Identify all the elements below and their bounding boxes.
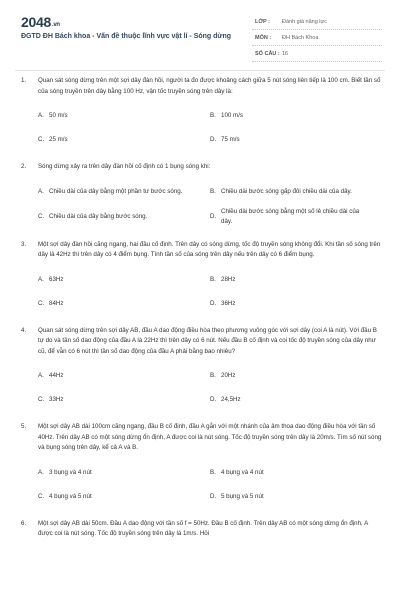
meta-value: 16 [282, 51, 289, 57]
option-letter: B. [210, 372, 216, 379]
option-text: 4 bụng và 4 nút [221, 468, 264, 476]
meta-label: MÔN : [255, 35, 272, 41]
option-a[interactable] [38, 107, 210, 125]
question-text: Một sợi dây AB dài 100cm căng ngang, đầu B cố định, đầu A gắn với một nhánh của âm thoa dao động điều hòa với tần số 40Hz. Trên dây AB có một sóng dừng ổn định, A được coi là nút sóng. Tốc độ truyền sóng trên dây là 20m/s. Tìm số nút sóng và bụng sóng trên dây, kể cả A và B. [38, 423, 382, 451]
meta-label: LỚP : [255, 19, 270, 25]
option-d[interactable] [210, 391, 382, 409]
option-letter: D. [210, 396, 217, 403]
document-meta [252, 14, 382, 62]
option-text: 20Hz [221, 372, 236, 379]
option-text: Chiều dài của dây bằng một phần tư bước sóng. [49, 187, 183, 195]
option-c[interactable] [38, 488, 210, 506]
logo-text: 2048 [21, 14, 51, 30]
option-letter: A. [38, 468, 44, 476]
option-text: Chiều dài bước sóng gấp đôi chiều dài của dây. [221, 187, 352, 195]
meta-label: SỐ CÂU : [255, 51, 280, 57]
option-a[interactable] [38, 271, 210, 289]
option-d[interactable] [210, 131, 382, 149]
option-letter: B. [210, 112, 216, 119]
answer-options [38, 367, 382, 409]
question-number: 3. [21, 240, 27, 248]
option-d[interactable] [210, 207, 382, 227]
option-d[interactable] [210, 488, 382, 506]
option-c[interactable] [38, 391, 210, 409]
option-text: 36Hz [221, 299, 236, 307]
question-number: 6. [21, 519, 27, 527]
question-1 [0, 76, 400, 149]
question-number: 2. [21, 163, 27, 170]
option-c[interactable] [38, 131, 210, 149]
option-letter: D. [210, 492, 217, 500]
meta-value: Đánh giá năng lực [282, 19, 327, 25]
option-letter: C. [38, 212, 45, 220]
meta-row-class [252, 14, 382, 30]
option-text: 50 m/s [49, 112, 68, 119]
option-text: 3 bụng và 4 nút [49, 468, 92, 476]
option-letter: A. [38, 187, 44, 195]
option-text: 84Hz [49, 299, 64, 307]
header-divider [15, 70, 385, 71]
question-text: Sóng dừng xảy ra trên dây đàn hồi cố định có 1 bụng sóng khi: [38, 163, 211, 170]
question-6 [0, 519, 400, 540]
option-text: 25 m/s [49, 136, 68, 143]
option-letter: C. [38, 492, 45, 500]
option-text: 5 bụng và 5 nút [221, 492, 264, 500]
question-list [0, 76, 400, 553]
meta-row-count [252, 46, 382, 62]
header [0, 0, 400, 70]
option-a[interactable] [38, 464, 210, 482]
option-letter: D. [210, 136, 217, 143]
option-c[interactable] [38, 295, 210, 313]
option-text: 44Hz [49, 372, 64, 379]
question-5 [0, 422, 400, 506]
answer-options [38, 271, 382, 313]
question-text: Một sợi dây đàn hồi căng ngang, hai đầu cố định. Trên dây có sóng dừng, tốc độ truyền sóng không đổi. Khi tần số sóng trên dây là 42Hz thì trên dây có 4 điểm bụng. Tính tần số của sóng trên dây nếu trên dây có 6 điểm bụng. [38, 240, 381, 258]
option-text: Chiều dài của dây bằng bước sóng. [49, 212, 148, 220]
option-letter: B. [210, 187, 216, 195]
question-text: Quan sát sóng dừng trên sợi dây AB, đầu A dao động điều hòa theo phương vuông góc với sợi dây (coi A là nút). Với đầu B tự do và tần số dao động của đầu A là 22Hz thì trên dây có 6 nút. Nếu đầu B cố định và coi tốc độ truyền sóng của dây như cũ, để vẫn có 6 nút thì tần số dao động của đầu A phải bằng bao nhiêu? [38, 326, 377, 355]
option-text: 24,5Hz [221, 396, 241, 403]
question-text: Quan sát sóng dừng trên một sợi dây đàn hồi, người ta đo được khoảng cách giữa 5 nút sóng liên tiếp là 100 cm. Biết tần số của sóng truyền trên dây bằng 100 Hz, vận tốc truyền sóng trên dây là: [38, 77, 381, 95]
question-number: 4. [21, 326, 27, 334]
option-d[interactable] [210, 295, 382, 313]
answer-options [38, 107, 382, 149]
option-letter: B. [210, 275, 216, 283]
question-2 [0, 162, 400, 227]
option-letter: D. [210, 212, 217, 220]
option-c[interactable] [38, 207, 210, 227]
question-number: 5. [21, 423, 27, 430]
answer-options [38, 183, 382, 227]
logo-suffix: .vn [51, 22, 60, 28]
option-a[interactable] [38, 367, 210, 385]
meta-value: ĐH Bách Khoa [282, 35, 319, 41]
option-letter: D. [210, 299, 217, 307]
option-b[interactable] [210, 271, 382, 289]
question-3 [0, 240, 400, 313]
option-letter: C. [38, 136, 45, 143]
option-b[interactable] [210, 107, 382, 125]
option-letter: A. [38, 275, 44, 283]
question-4 [0, 326, 400, 410]
option-b[interactable] [210, 367, 382, 385]
option-b[interactable] [210, 183, 382, 201]
option-letter: A. [38, 112, 44, 119]
option-letter: B. [210, 468, 216, 476]
option-text: Chiều dài bước sóng bằng một số lẻ chiều dài của dây. [221, 207, 360, 225]
option-text: 100 m/s [221, 112, 244, 119]
option-text: 33Hz [49, 396, 64, 403]
option-letter: C. [38, 299, 45, 307]
meta-row-subject [252, 30, 382, 46]
question-number: 1. [21, 77, 27, 84]
document-title: ĐGTD ĐH Bách khoa - Vấn đề thuộc lĩnh vực vật lí - Sóng dừng [21, 33, 232, 40]
option-text: 28Hz [221, 275, 236, 283]
option-text: 63Hz [49, 275, 64, 283]
option-text: 75 m/s [221, 136, 240, 143]
question-text: Một sợi dây AB dài 50cm. Đầu A dao động với tần số f = 50Hz. Đầu B cố định. Trên dây AB có một sóng dừng ổn định, A được coi là nút sóng. Tốc độ truyền sóng trên dây là 1m/s. Hỏi [38, 519, 368, 537]
site-logo[interactable] [21, 14, 60, 30]
option-text: 4 bụng và 5 nút [49, 492, 92, 500]
option-letter: C. [38, 396, 45, 403]
option-a[interactable] [38, 183, 210, 201]
option-letter: A. [38, 372, 44, 379]
answer-options [38, 464, 382, 506]
option-b[interactable] [210, 464, 382, 482]
